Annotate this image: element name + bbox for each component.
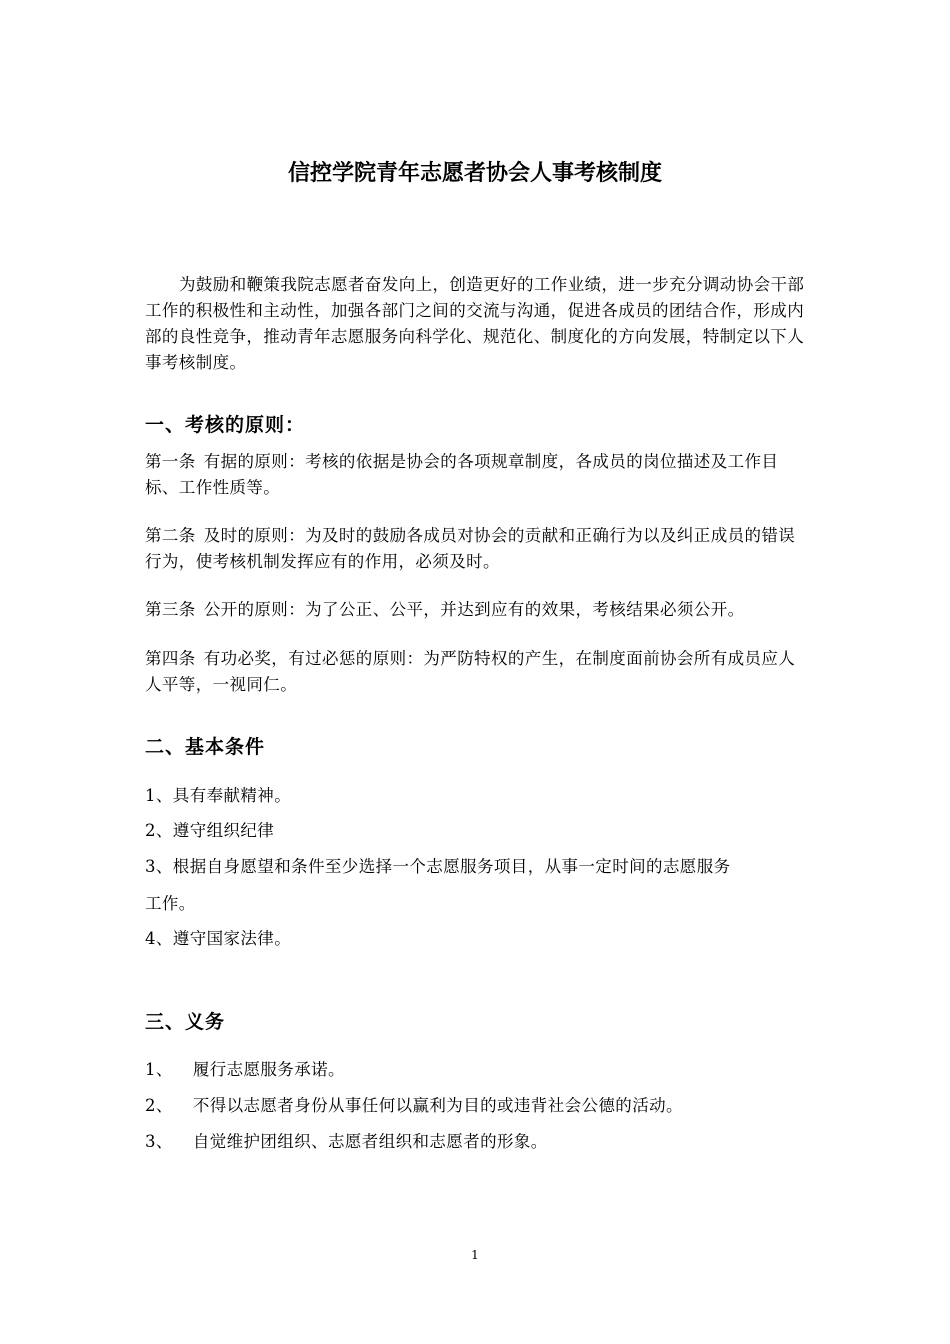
document-title: 信控学院青年志愿者协会人事考核制度 bbox=[287, 161, 662, 186]
article-number: 第三条 bbox=[145, 600, 196, 619]
intro-paragraph: 为鼓励和鞭策我院志愿者奋发向上，创造更好的工作业绩，进一步充分调动协会干部工作的积极性和主动性，加强各部门之间的交流与沟通，促进各成员的团结合作，形成内部的良性竞争，推动青年志愿服务向科学化、规范化、制度化的方向发展，特制定以下人事考核制度。 bbox=[145, 275, 805, 372]
condition-item: 3、根据自身愿望和条件至少选择一个志愿服务项目，从事一定时间的志愿服务 bbox=[145, 857, 731, 876]
section-heading-principles: 一、考核的原则： bbox=[145, 414, 306, 436]
duty-number: 1、 bbox=[145, 1060, 173, 1079]
section-heading-conditions: 二、基本条件 bbox=[145, 736, 266, 758]
article-text: 公开的原则：为了公正、公平，并达到应有的效果，考核结果必须公开。 bbox=[203, 600, 745, 619]
section-heading-duties: 三、义务 bbox=[145, 1011, 226, 1033]
condition-item: 4、遵守国家法律。 bbox=[145, 929, 292, 948]
duty-item bbox=[145, 1093, 810, 1119]
condition-item: 1、具有奉献精神。 bbox=[145, 786, 292, 805]
article-1 bbox=[145, 449, 810, 501]
article-text: 有功必奖，有过必惩的原则：为严防特权的产生，在制度面前协会所有成员应人人平等，一视同仁。 bbox=[145, 649, 796, 694]
article-text: 有据的原则：考核的依据是协会的各项规章制度，各成员的岗位描述及工作目标、工作性质等。 bbox=[145, 452, 779, 497]
duty-number: 2、 bbox=[145, 1096, 173, 1115]
duty-text: 自觉维护团组织、志愿者组织和志愿者的形象。 bbox=[192, 1132, 548, 1151]
condition-item: 2、遵守组织纪律 bbox=[145, 821, 275, 840]
duty-item bbox=[145, 1129, 810, 1155]
duty-text: 不得以志愿者身份从事任何以赢利为目的或违背社会公德的活动。 bbox=[192, 1096, 683, 1115]
duty-text: 履行志愿服务承诺。 bbox=[192, 1060, 345, 1079]
article-number: 第二条 bbox=[145, 526, 196, 545]
duty-item bbox=[145, 1057, 810, 1083]
article-4 bbox=[145, 646, 810, 698]
article-2 bbox=[145, 523, 810, 575]
duty-number: 3、 bbox=[145, 1132, 173, 1151]
condition-item-continuation: 工作。 bbox=[145, 894, 196, 913]
article-3 bbox=[145, 597, 810, 623]
article-number: 第一条 bbox=[145, 452, 196, 471]
page-number: 1 bbox=[471, 1248, 479, 1262]
article-text: 及时的原则：为及时的鼓励各成员对协会的贡献和正确行为以及纠正成员的错误行为，使考核机制发挥应有的作用，必须及时。 bbox=[145, 526, 796, 571]
article-number: 第四条 bbox=[145, 649, 196, 668]
